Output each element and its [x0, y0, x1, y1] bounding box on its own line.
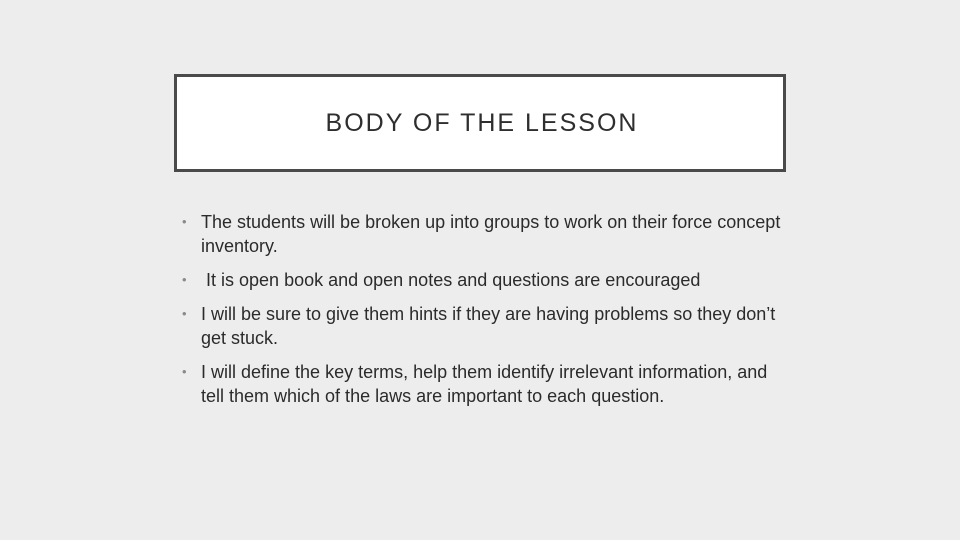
bullet-item [182, 360, 792, 408]
bullet-text: It is open book and open notes and questions are encouraged [201, 270, 701, 290]
bullet-item [182, 210, 792, 258]
bullet-icon: • [182, 214, 187, 229]
bullet-icon: • [182, 306, 187, 321]
bullet-list [182, 210, 792, 418]
bullet-text: I will be sure to give them hints if they are having problems so they don’t get stuck. [201, 304, 776, 348]
bullet-icon: • [182, 272, 187, 287]
bullet-item [182, 268, 792, 292]
bullet-text: The students will be broken up into groups to work on their force concept inventory. [201, 212, 781, 256]
bullet-text: I will define the key terms, help them identify irrelevant information, and tell them which of the laws are important to each question. [201, 362, 768, 406]
title-box [174, 74, 786, 172]
slide-title: BODY OF THE LESSON [325, 108, 639, 137]
bullet-item [182, 302, 792, 350]
bullet-icon: • [182, 364, 187, 379]
